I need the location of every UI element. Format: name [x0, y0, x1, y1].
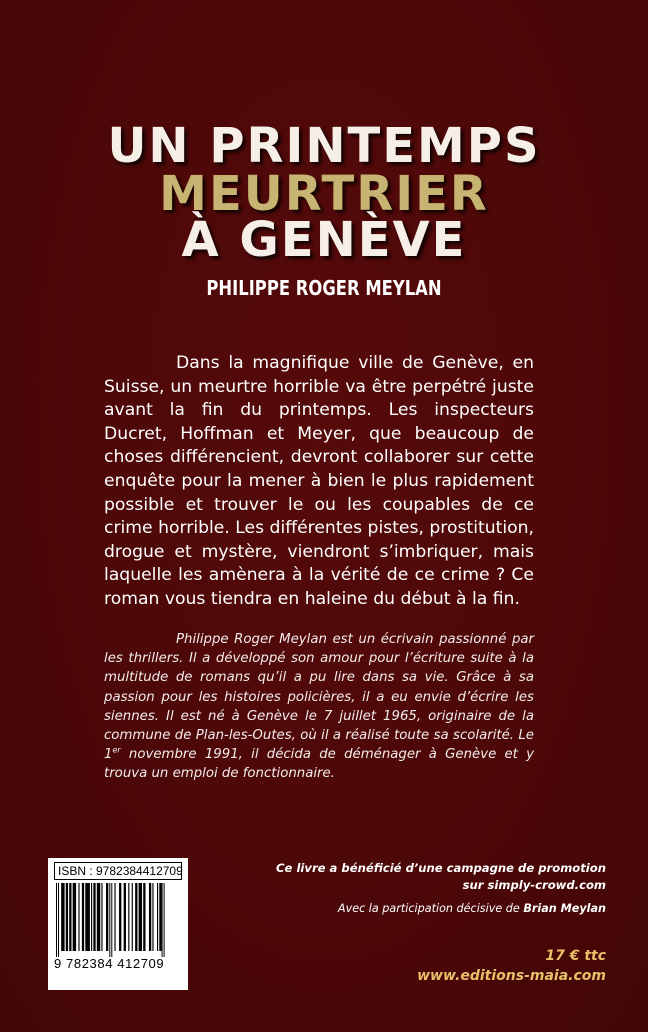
barcode-bar — [162, 883, 163, 957]
barcode-bar — [82, 883, 84, 951]
barcode-bar — [124, 883, 126, 951]
barcode-bar — [143, 883, 145, 951]
promo-line-1: Ce livre a bénéficié d’une campagne de promotion — [276, 861, 606, 875]
barcode-bar — [61, 883, 64, 951]
barcode-bar — [93, 883, 95, 951]
barcode-bar — [66, 883, 68, 951]
barcode-bar — [73, 883, 76, 951]
author-bio — [104, 630, 534, 784]
barcode-bar — [111, 883, 112, 957]
title-line-2: MEURTRIER — [159, 166, 489, 222]
title-line-1: UN PRINTEMPS — [107, 118, 541, 174]
barcode-bar — [56, 883, 57, 957]
barcode-bar — [69, 883, 71, 951]
barcode-bar — [157, 883, 158, 951]
barcode-bar — [152, 883, 153, 951]
promo-line-2: sur simply-crowd.com — [462, 878, 606, 892]
barcode-digits: 9 782384 412709 — [54, 956, 165, 971]
barcode-bar — [58, 883, 59, 957]
barcode-bar — [109, 883, 110, 957]
barcode-bar — [119, 883, 121, 951]
barcode-block — [48, 858, 188, 990]
title-line-3: À GENÈVE — [181, 212, 467, 268]
barcode-bar — [91, 883, 92, 951]
bio-text-1: Philippe Roger Meylan est un écrivain passionné par les thrillers. Il a développé son amour pour l’écriture suite à la multitude de romans qu’il a pu lire dans sa vie. Grâce à sa passion pour les histoires policières, il a eu envie d’écrire les siennes. Il est né à Genève le 7 juillet 1965, originaire de la commune de Plan-les-Outes, où il a réalisé toute sa scolarité. Le 1 — [104, 632, 534, 763]
participant-name: Brian Meylan — [523, 902, 606, 915]
barcode-bars — [54, 883, 182, 957]
synopsis-paragraph: Dans la magnifique ville de Genève, en Suisse, un meurtre horrible va être perpétré juste avant la fin du printemps. Les inspecteurs Ducret, Hoffman et Meyer, que beaucoup de choses différencient, devront collaborer sur cette enquête pour la mener à bien le plus rapidement possible et trouver le ou les coupables de ce crime horrible. Les différentes pistes, prostitution, drogue et mystère, viendront s’imbriquer, mais laquelle les amènera à la vérité de ce crime ? Ce roman vous tiendra en haleine du début à la fin. — [104, 353, 534, 609]
participation-prefix: Avec la participation décisive de — [337, 902, 524, 915]
barcode-bar — [128, 883, 129, 951]
barcode-bar — [159, 883, 161, 951]
barcode-bar — [164, 883, 165, 957]
barcode-bar — [78, 883, 79, 951]
barcode-bar — [85, 883, 90, 951]
isbn-label: ISBN : 9782384412709 — [54, 862, 182, 880]
bio-superscript: er — [112, 745, 121, 755]
bio-text-2: novembre 1991, il décida de déménager à Genève et y trouva un emploi de fonctionnaire. — [104, 747, 534, 782]
publisher-website: www.editions-maia.com — [417, 968, 606, 984]
barcode-bar — [106, 883, 108, 951]
barcode-bar — [135, 883, 137, 951]
barcode-bar — [97, 883, 100, 951]
barcode-bar — [149, 883, 151, 951]
barcode-bar — [101, 883, 102, 951]
barcode-bar — [114, 883, 115, 951]
promo-campaign-text — [276, 860, 606, 894]
barcode-bar — [139, 883, 142, 951]
promo-participation — [338, 902, 606, 915]
barcode-bar — [132, 883, 133, 951]
author-name: PHILIPPE ROGER MEYLAN — [206, 276, 442, 300]
price-label: 17 € ttc — [545, 948, 606, 964]
